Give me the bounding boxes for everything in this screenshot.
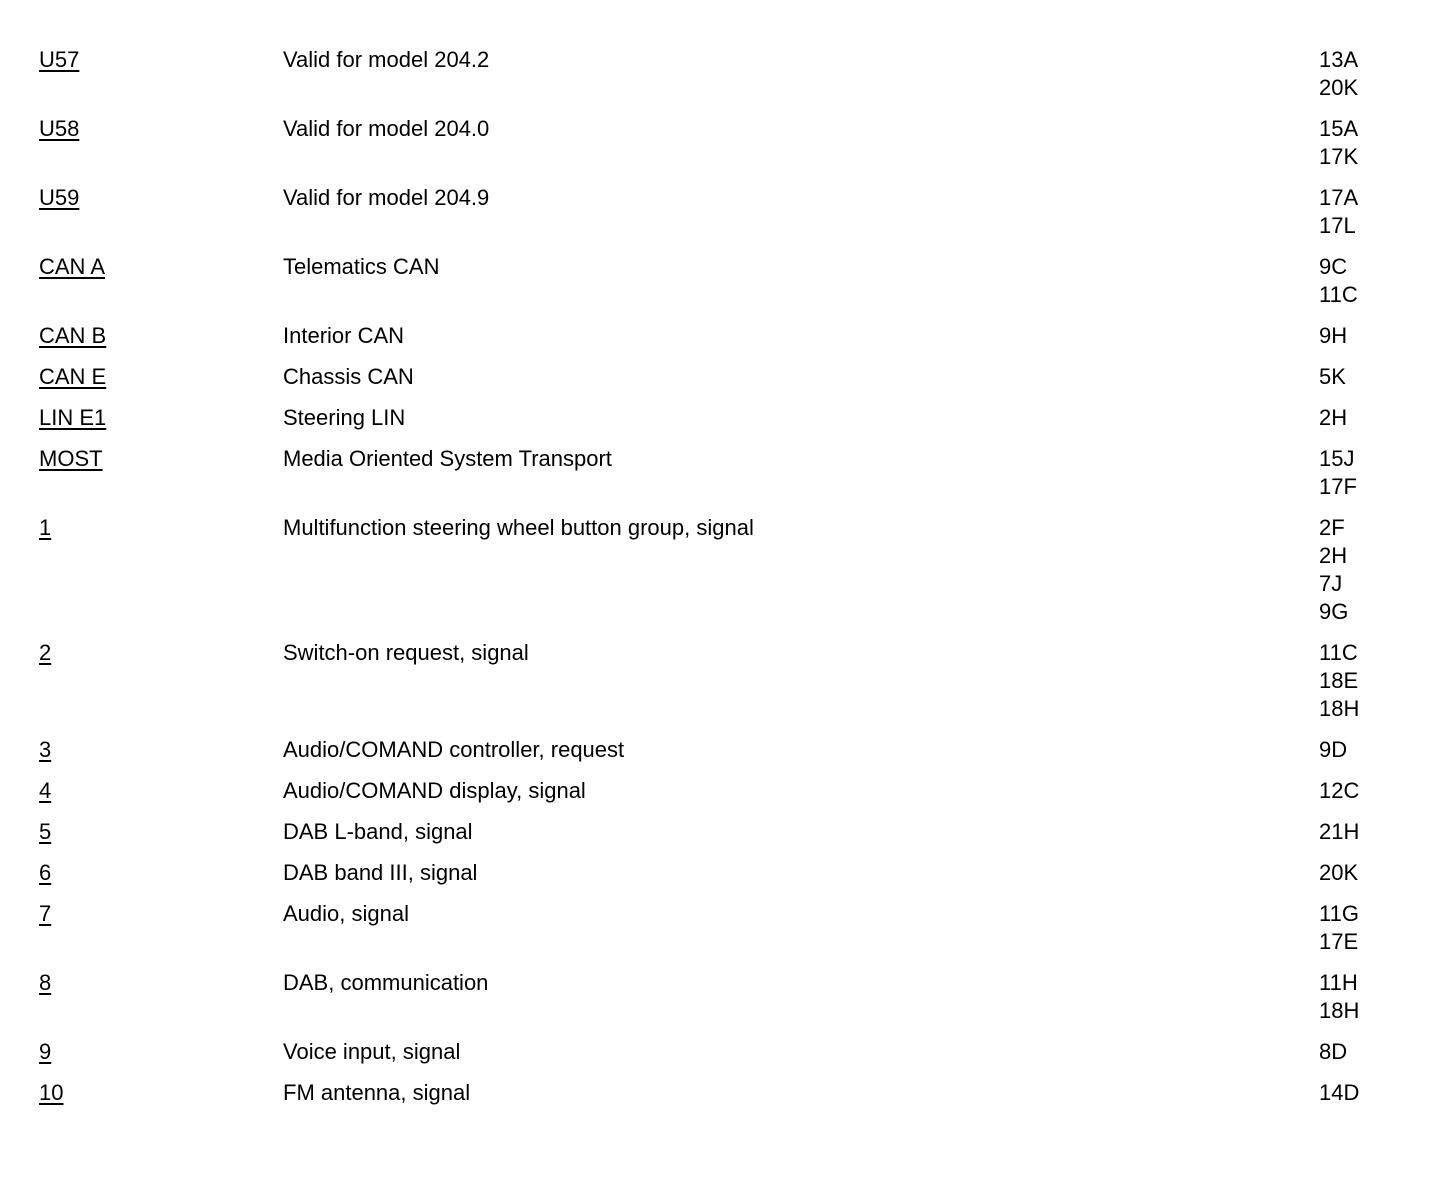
legend-ref: 2F: [1319, 515, 1345, 540]
legend-description: Multifunction steering wheel button group, signal: [283, 515, 754, 540]
legend-row: [0, 900, 1440, 956]
legend-ref: 11C: [1319, 282, 1358, 307]
legend-code-link[interactable]: MOST: [39, 446, 103, 471]
legend-description: Audio/COMAND display, signal: [283, 778, 586, 803]
legend-ref-list: [1319, 777, 1440, 805]
legend-description: Valid for model 204.0: [283, 116, 490, 141]
legend-ref: 17E: [1319, 929, 1359, 954]
legend-description: DAB L-band, signal: [283, 819, 473, 844]
legend-ref: 17K: [1319, 144, 1359, 169]
legend-description: Audio, signal: [283, 901, 409, 926]
legend-row: [0, 818, 1440, 846]
legend-row: [0, 404, 1440, 432]
legend-ref-list: [1319, 322, 1440, 350]
legend-ref: 7J: [1319, 571, 1343, 596]
legend-row: [0, 639, 1440, 723]
legend-description: Steering LIN: [283, 405, 406, 430]
legend-table: [0, 46, 1440, 1120]
legend-code-link[interactable]: 10: [39, 1080, 64, 1105]
legend-code-link[interactable]: 7: [39, 901, 52, 926]
legend-ref-list: [1319, 514, 1440, 626]
legend-ref-list: [1319, 404, 1440, 432]
legend-ref-list: [1319, 1038, 1440, 1066]
legend-row: [0, 969, 1440, 1025]
legend-ref-list: [1319, 115, 1440, 171]
legend-description: DAB, communication: [283, 970, 489, 995]
legend-ref-list: [1319, 253, 1440, 309]
legend-row: [0, 777, 1440, 805]
legend-description: Voice input, signal: [283, 1039, 461, 1064]
legend-ref-list: [1319, 639, 1440, 723]
legend-code-link[interactable]: U57: [39, 47, 80, 72]
legend-ref: 20K: [1319, 860, 1359, 885]
legend-row: [0, 363, 1440, 391]
legend-ref: 11C: [1319, 640, 1358, 665]
legend-description: DAB band III, signal: [283, 860, 478, 885]
legend-ref-list: [1319, 818, 1440, 846]
legend-ref-list: [1319, 363, 1440, 391]
legend-ref: 21H: [1319, 819, 1360, 844]
legend-code-link[interactable]: CAN A: [39, 254, 106, 279]
legend-description: Telematics CAN: [283, 254, 440, 279]
legend-ref: 9H: [1319, 323, 1348, 348]
legend-description: Chassis CAN: [283, 364, 414, 389]
legend-description: Valid for model 204.2: [283, 47, 490, 72]
legend-row: [0, 736, 1440, 764]
legend-ref: 17F: [1319, 474, 1357, 499]
legend-ref: 2H: [1319, 543, 1348, 568]
legend-ref-list: [1319, 1079, 1440, 1107]
legend-ref-list: [1319, 184, 1440, 240]
legend-row: [0, 46, 1440, 102]
legend-ref: 11H: [1319, 970, 1358, 995]
legend-row: [0, 1079, 1440, 1107]
legend-ref: 18E: [1319, 668, 1359, 693]
legend-ref: 20K: [1319, 75, 1359, 100]
legend-row: [0, 445, 1440, 501]
legend-code-link[interactable]: CAN E: [39, 364, 107, 389]
legend-ref: 8D: [1319, 1039, 1348, 1064]
legend-code-link[interactable]: LIN E1: [39, 405, 107, 430]
legend-code-link[interactable]: 1: [39, 515, 52, 540]
legend-ref: 18H: [1319, 998, 1360, 1023]
legend-description: Valid for model 204.9: [283, 185, 490, 210]
legend-description: FM antenna, signal: [283, 1080, 471, 1105]
legend-ref: 2H: [1319, 405, 1348, 430]
legend-code-link[interactable]: 3: [39, 737, 52, 762]
legend-code-link[interactable]: U59: [39, 185, 80, 210]
legend-ref: 9C: [1319, 254, 1348, 279]
legend-ref-list: [1319, 445, 1440, 501]
legend-ref-list: [1319, 969, 1440, 1025]
legend-description: Switch-on request, signal: [283, 640, 529, 665]
legend-ref: 5K: [1319, 364, 1346, 389]
legend-ref-list: [1319, 900, 1440, 956]
legend-code-link[interactable]: 4: [39, 778, 52, 803]
legend-ref: 11G: [1319, 901, 1359, 926]
legend-row: [0, 322, 1440, 350]
legend-row: [0, 1038, 1440, 1066]
legend-ref: 12C: [1319, 778, 1360, 803]
legend-ref: 14D: [1319, 1080, 1360, 1105]
legend-ref: 9D: [1319, 737, 1348, 762]
legend-ref: 18H: [1319, 696, 1360, 721]
legend-code-link[interactable]: 6: [39, 860, 52, 885]
legend-ref: 17A: [1319, 185, 1359, 210]
legend-code-link[interactable]: U58: [39, 116, 80, 141]
legend-code-link[interactable]: CAN B: [39, 323, 107, 348]
legend-code-link[interactable]: 2: [39, 640, 52, 665]
legend-ref: 17L: [1319, 213, 1356, 238]
legend-row: [0, 514, 1440, 626]
legend-row: [0, 115, 1440, 171]
legend-ref: 15J: [1319, 446, 1355, 471]
legend-ref-list: [1319, 46, 1440, 102]
legend-ref: 15A: [1319, 116, 1359, 141]
legend-ref: 9G: [1319, 599, 1349, 624]
legend-ref: 13A: [1319, 47, 1359, 72]
legend-row: [0, 253, 1440, 309]
legend-code-link[interactable]: 8: [39, 970, 52, 995]
legend-code-link[interactable]: 5: [39, 819, 52, 844]
legend-description: Audio/COMAND controller, request: [283, 737, 625, 762]
legend-ref-list: [1319, 859, 1440, 887]
legend-code-link[interactable]: 9: [39, 1039, 52, 1064]
legend-ref-list: [1319, 736, 1440, 764]
legend-row: [0, 184, 1440, 240]
legend-description: Media Oriented System Transport: [283, 446, 612, 471]
legend-row: [0, 859, 1440, 887]
legend-description: Interior CAN: [283, 323, 405, 348]
